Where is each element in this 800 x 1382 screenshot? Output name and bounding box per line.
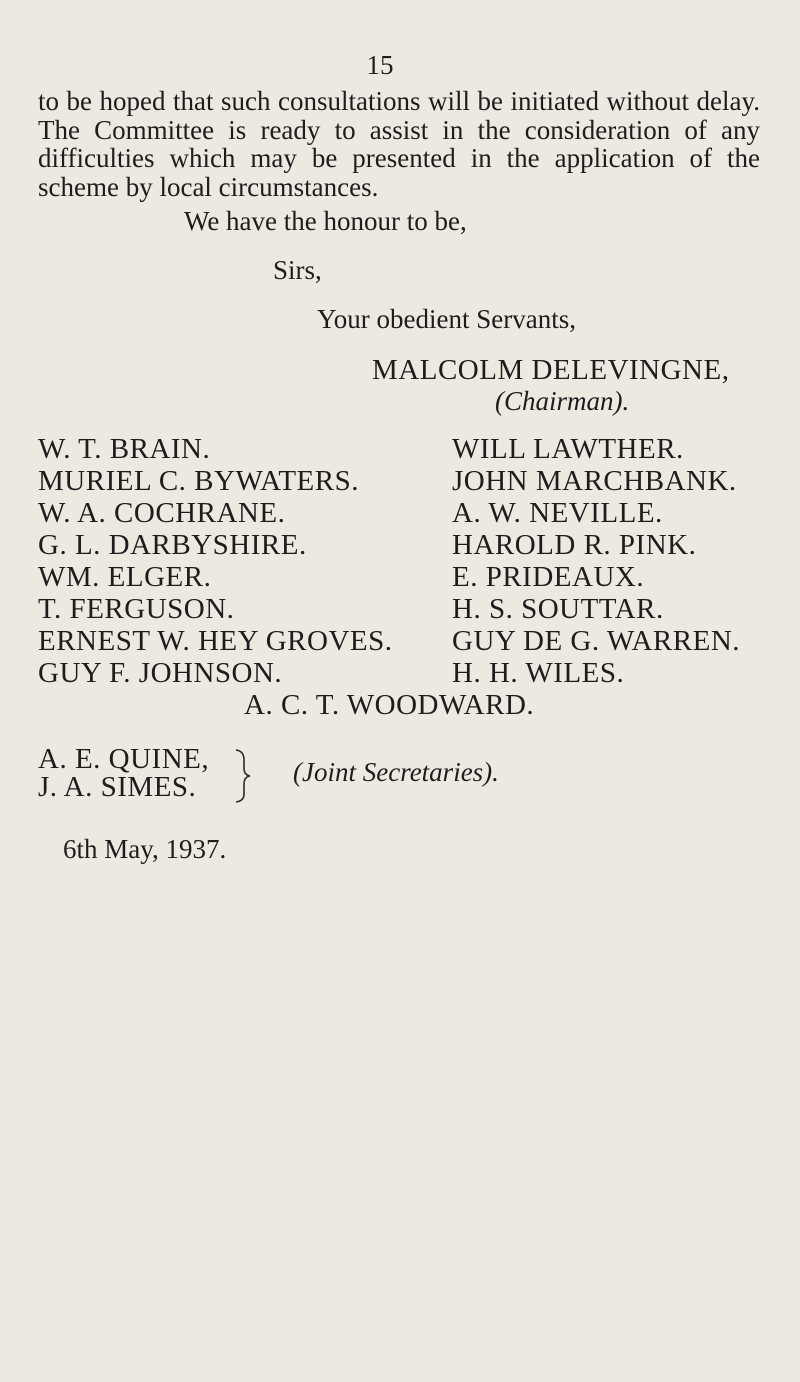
- signatory-left: WM. ELGER.: [38, 561, 212, 593]
- body-paragraph: to be hoped that such consultations will be initiated without delay. The Committee is ready to assist in the consideration of any difficulties which may be presented in the application of the scheme by local circumstances.: [38, 86, 760, 202]
- signatory-left: G. L. DARBYSHIRE.: [38, 529, 307, 561]
- secretary-name: A. E. QUINE,: [38, 743, 210, 775]
- signatory-right: A. W. NEVILLE.: [452, 497, 663, 529]
- signatory-right: E. PRIDEAUX.: [452, 561, 645, 593]
- signatory-right: H. H. WILES.: [452, 657, 625, 689]
- signatory-right: H. S. SOUTTAR.: [452, 593, 664, 625]
- secretary-name: J. A. SIMES.: [38, 771, 197, 803]
- signatory-left: ERNEST W. HEY GROVES.: [38, 625, 393, 657]
- signatory-left: MURIEL C. BYWATERS.: [38, 465, 359, 497]
- signatory-right: WILL LAWTHER.: [452, 433, 684, 465]
- chairman-role: (Chairman).: [495, 386, 630, 416]
- page-number: 15: [366, 50, 394, 80]
- signatory-left: W. T. BRAIN.: [38, 433, 211, 465]
- signatory-left: T. FERGUSON.: [38, 593, 235, 625]
- closing-honour-line: We have the honour to be,: [184, 206, 467, 236]
- secretaries-role: (Joint Secretaries).: [293, 757, 499, 787]
- letter-date: 6th May, 1937.: [63, 834, 227, 864]
- signatory-right: JOHN MARCHBANK.: [452, 465, 737, 497]
- chairman-name: MALCOLM DELEVINGNE,: [372, 354, 730, 386]
- closing-servants-line: Your obedient Servants,: [317, 304, 576, 334]
- signatory-left: GUY F. JOHNSON.: [38, 657, 283, 689]
- signatory-right: HAROLD R. PINK.: [452, 529, 697, 561]
- signatory-left: W. A. COCHRANE.: [38, 497, 286, 529]
- signatory-center: A. C. T. WOODWARD.: [244, 689, 535, 721]
- closing-salutation: Sirs,: [273, 255, 322, 285]
- signatory-right: GUY DE G. WARREN.: [452, 625, 741, 657]
